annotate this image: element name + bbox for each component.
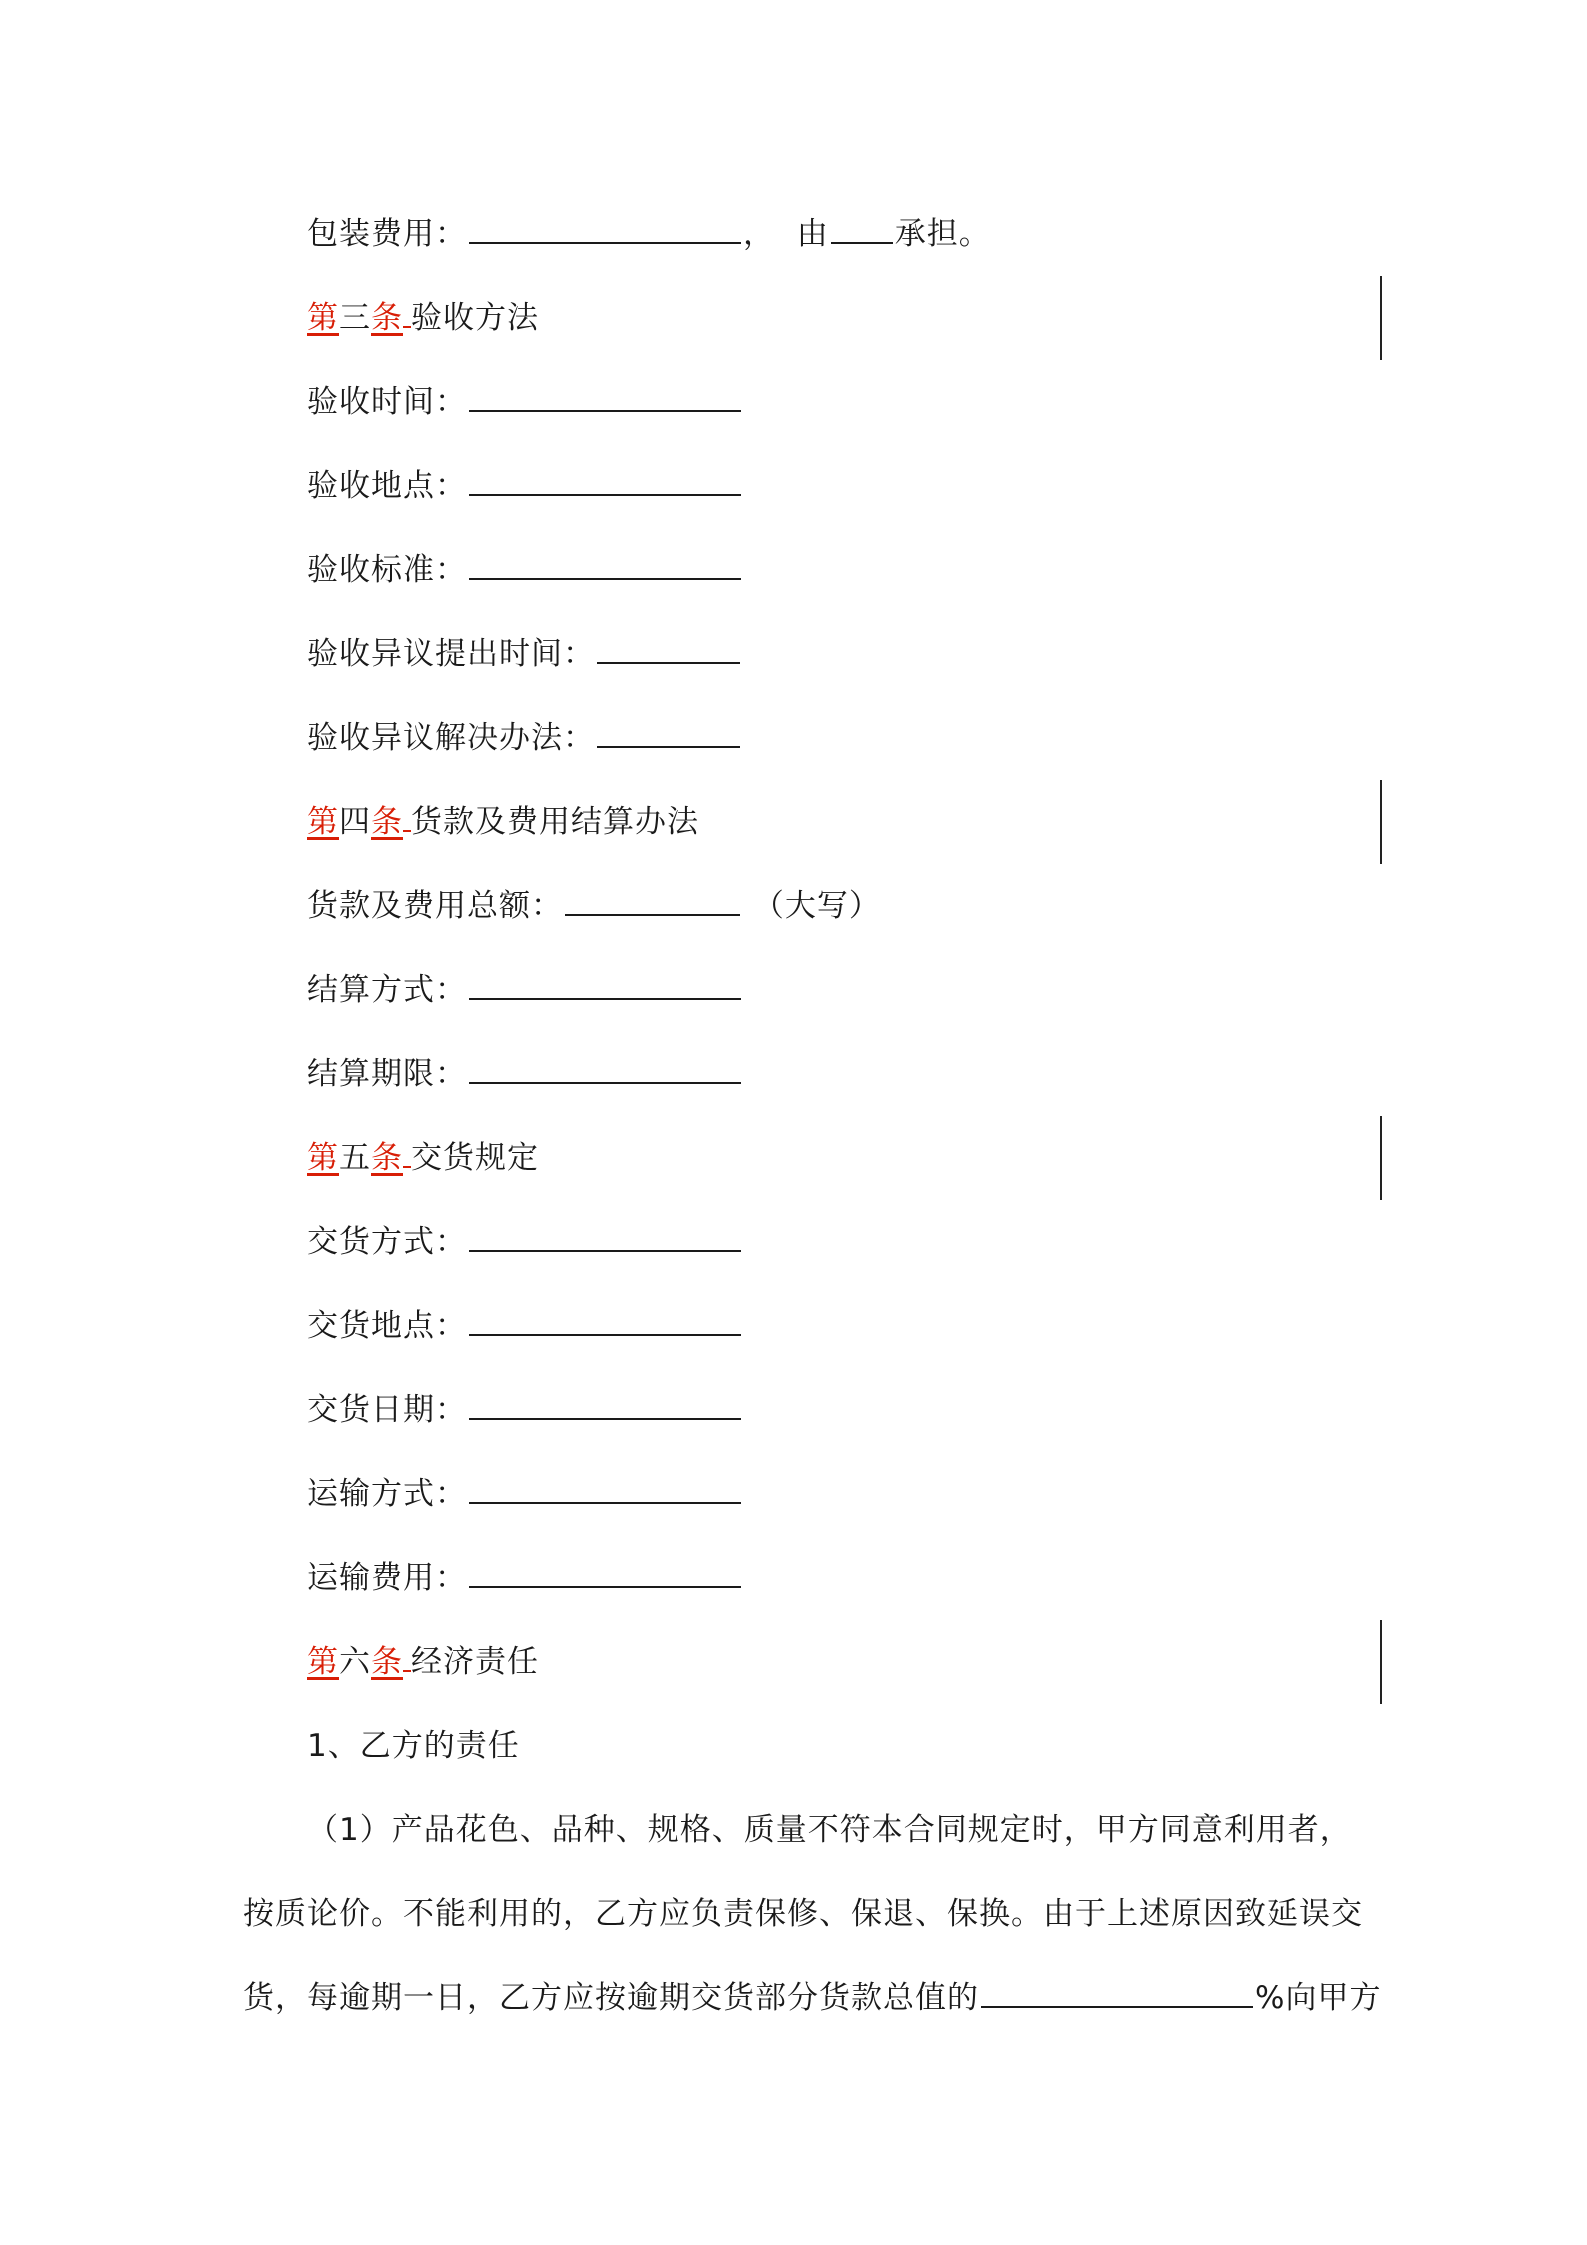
article-3-first: 第 — [307, 300, 339, 336]
objection-method-label: 验收异议解决办法： — [307, 720, 595, 756]
total-amount-suffix: （大写） — [752, 888, 881, 924]
packing-bearer-blank[interactable] — [831, 212, 893, 244]
inspect-place-line — [307, 464, 743, 508]
inspect-standard-line — [307, 548, 743, 592]
settle-term-label: 结算期限： — [307, 1056, 467, 1092]
margin-revision-bar — [1380, 1620, 1382, 1704]
delivery-place-line — [307, 1304, 743, 1348]
total-amount-blank[interactable] — [565, 884, 740, 916]
paragraph-line-3 — [243, 1976, 1381, 2020]
transport-method-line — [307, 1472, 743, 1516]
party-b-label: 1、乙方的责任 — [307, 1728, 520, 1764]
settle-term-blank[interactable] — [469, 1052, 741, 1084]
margin-revision-bar — [1380, 276, 1382, 360]
article-5-first: 第 — [307, 1140, 339, 1176]
inspect-standard-blank[interactable] — [469, 548, 741, 580]
delivery-place-label: 交货地点： — [307, 1308, 467, 1344]
article-5-title: 交货规定 — [411, 1140, 539, 1176]
transport-cost-blank[interactable] — [469, 1556, 741, 1588]
article-6-first: 第 — [307, 1644, 339, 1680]
party-b-heading — [307, 1724, 520, 1768]
inspect-time-blank[interactable] — [469, 380, 741, 412]
packing-bear-label: 承担。 — [894, 216, 991, 252]
settle-method-label: 结算方式： — [307, 972, 467, 1008]
delivery-date-label: 交货日期： — [307, 1392, 467, 1428]
article-3-number: 三 — [339, 300, 371, 336]
transport-method-blank[interactable] — [469, 1472, 741, 1504]
packing-cost-label: 包装费用： — [307, 216, 467, 252]
delivery-method-blank[interactable] — [469, 1220, 741, 1252]
article-4-heading — [307, 800, 699, 844]
margin-revision-bar — [1380, 780, 1382, 864]
inspect-place-label: 验收地点： — [307, 468, 467, 504]
article-3-heading — [307, 296, 539, 340]
paragraph-text-1: （1）产品花色、品种、规格、质量不符本合同规定时，甲方同意利用者， — [307, 1812, 1352, 1848]
paragraph-line-2 — [243, 1892, 1363, 1936]
article-4-tiao: 条 — [371, 804, 403, 840]
packing-cost-blank[interactable] — [469, 212, 741, 244]
article-5-number: 五 — [339, 1140, 371, 1176]
paragraph-text-3b: %向甲方 — [1255, 1980, 1382, 2016]
paragraph-text-3a: 货，每逾期一日，乙方应按逾期交货部分货款总值的 — [243, 1980, 979, 2016]
settle-term-line — [307, 1052, 743, 1096]
delivery-place-blank[interactable] — [469, 1304, 741, 1336]
settle-method-line — [307, 968, 743, 1012]
margin-revision-bar — [1380, 1116, 1382, 1200]
objection-time-blank[interactable] — [597, 632, 740, 664]
total-amount-line — [307, 884, 881, 928]
delivery-date-blank[interactable] — [469, 1388, 741, 1420]
article-4-number: 四 — [339, 804, 371, 840]
article-4-first: 第 — [307, 804, 339, 840]
inspect-standard-label: 验收标准： — [307, 552, 467, 588]
delivery-method-label: 交货方式： — [307, 1224, 467, 1260]
objection-method-blank[interactable] — [597, 716, 740, 748]
transport-cost-line — [307, 1556, 743, 1600]
objection-method-line — [307, 716, 742, 760]
objection-time-line — [307, 632, 742, 676]
inspect-time-line — [307, 380, 743, 424]
inspect-time-label: 验收时间： — [307, 384, 467, 420]
total-amount-label: 货款及费用总额： — [307, 888, 563, 924]
delivery-method-line — [307, 1220, 743, 1264]
objection-time-label: 验收异议提出时间： — [307, 636, 595, 672]
delivery-date-line — [307, 1388, 743, 1432]
settle-method-blank[interactable] — [469, 968, 741, 1000]
penalty-percent-blank[interactable] — [981, 1976, 1253, 2008]
article-5-heading — [307, 1136, 539, 1180]
packing-comma: ， — [743, 216, 775, 252]
transport-method-label: 运输方式： — [307, 1476, 467, 1512]
article-6-title: 经济责任 — [411, 1644, 539, 1680]
article-4-title: 货款及费用结算办法 — [411, 804, 699, 840]
article-6-tiao: 条 — [371, 1644, 403, 1680]
article-6-number: 六 — [339, 1644, 371, 1680]
paragraph-text-2: 按质论价。不能利用的，乙方应负责保修、保退、保换。由于上述原因致延误交 — [243, 1896, 1363, 1932]
article-6-heading — [307, 1640, 539, 1684]
paragraph-line-1 — [307, 1808, 1352, 1852]
article-3-title: 验收方法 — [411, 300, 539, 336]
transport-cost-label: 运输费用： — [307, 1560, 467, 1596]
article-5-tiao: 条 — [371, 1140, 403, 1176]
packing-by-label: 由 — [796, 216, 829, 252]
packing-cost-line — [307, 212, 991, 256]
article-3-tiao: 条 — [371, 300, 403, 336]
inspect-place-blank[interactable] — [469, 464, 741, 496]
